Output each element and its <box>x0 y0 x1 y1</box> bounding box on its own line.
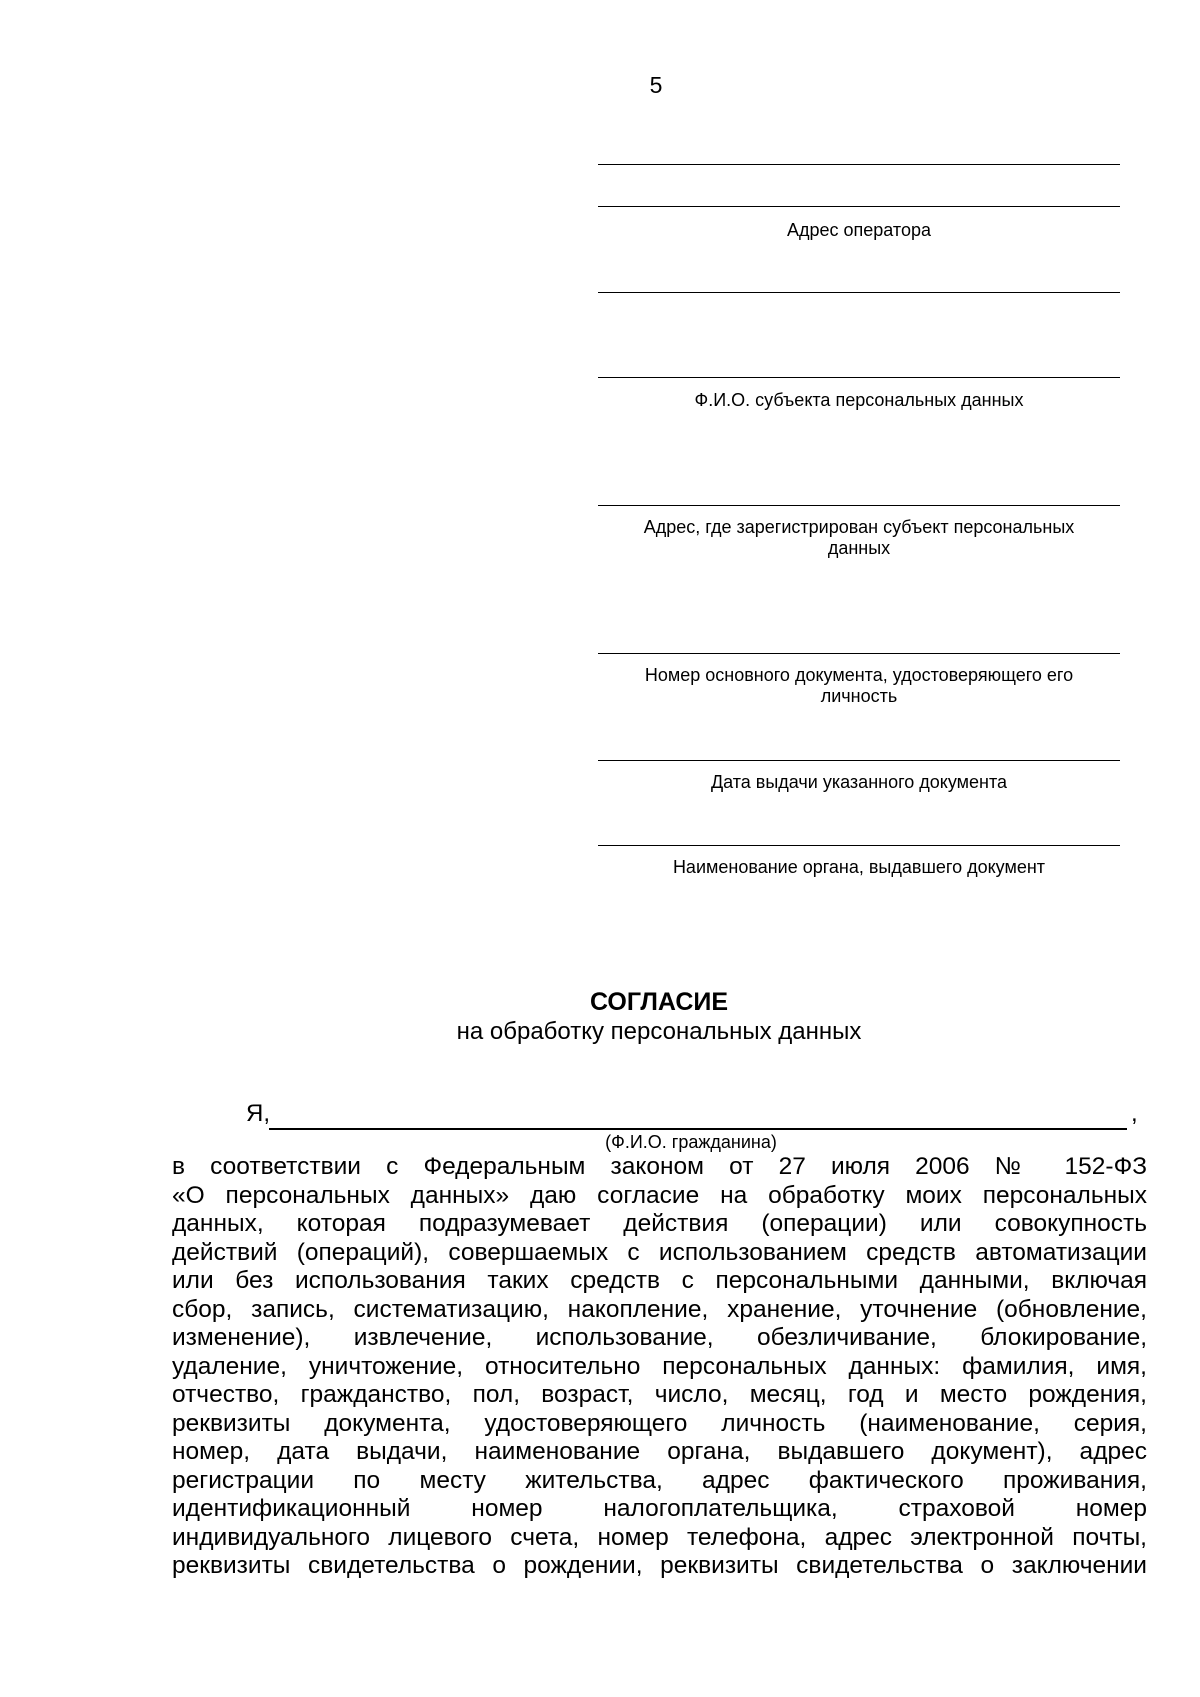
declarant-name-field[interactable] <box>269 1128 1127 1130</box>
operator-address-line[interactable] <box>598 206 1120 207</box>
body-line: реквизиты документа, удостоверяющего личность (наименование, серия, <box>172 1409 1147 1437</box>
operator-address-caption: Адрес оператора <box>787 220 931 240</box>
consent-body-text <box>172 1153 1147 1581</box>
body-line: индивидуального лицевого счета, номер телефона, адрес электронной почты, <box>172 1523 1147 1551</box>
body-line: реквизиты свидетельства о рождении, реквизиты свидетельства о заключении <box>172 1552 1147 1579</box>
document-title: СОГЛАСИЕ <box>589 988 729 1016</box>
registration-address-caption-line2: данных <box>827 538 891 558</box>
issuing-authority-line[interactable] <box>598 845 1120 846</box>
body-line: отчество, гражданство, пол, возраст, число, месяц, год и место рождения, <box>172 1381 1147 1408</box>
body-line: действий (операций), совершаемых с использованием средств автоматизации <box>172 1238 1147 1266</box>
declarant-suffix: , <box>1131 1100 1138 1127</box>
page-number: 5 <box>649 72 663 98</box>
operator-name-line[interactable] <box>598 164 1120 165</box>
document-number-line[interactable] <box>598 653 1120 654</box>
document-subtitle: на обработку персональных данных <box>456 1018 862 1045</box>
document-number-caption-line2: личность <box>820 686 898 706</box>
body-line: данных, которая подразумевает действия (операции) или совокупность <box>172 1210 1147 1237</box>
issue-date-caption: Дата выдачи указанного документа <box>710 772 1008 792</box>
body-line: «О персональных данных» даю согласие на обработку моих персональных <box>172 1181 1147 1209</box>
declarant-line <box>246 1100 1146 1132</box>
document-number-caption-line1: Номер основного документа, удостоверяющего его <box>644 665 1074 685</box>
issuing-authority-caption: Наименование органа, выдавшего документ <box>672 857 1046 877</box>
body-line: регистрации по месту жительства, адрес фактического проживания, <box>172 1466 1147 1494</box>
issue-date-line[interactable] <box>598 760 1120 761</box>
subject-name-line-1[interactable] <box>598 292 1120 293</box>
subject-name-caption: Ф.И.О. субъекта персональных данных <box>694 390 1024 410</box>
body-line: или без использования таких средств с персональными данными, включая <box>172 1267 1147 1294</box>
body-line: идентификационный номер налогоплательщика, страховой номер <box>172 1495 1147 1522</box>
body-line: в соответствии с Федеральным законом от 27 июля 2006 № 152-ФЗ <box>172 1153 1147 1180</box>
fio-caption: (Ф.И.О. гражданина) <box>605 1132 777 1152</box>
subject-name-line-2[interactable] <box>598 377 1120 378</box>
body-line: сбор, запись, систематизацию, накопление, хранение, уточнение (обновление, <box>172 1295 1147 1323</box>
registration-address-caption-line1: Адрес, где зарегистрирован субъект персональных <box>643 517 1075 537</box>
body-line: удаление, уничтожение, относительно персональных данных: фамилия, имя, <box>172 1352 1147 1380</box>
registration-address-line[interactable] <box>598 505 1120 506</box>
declarant-prefix: Я, <box>246 1100 270 1127</box>
personal-data-form-block <box>598 0 1120 900</box>
body-line: номер, дата выдачи, наименование органа, выдавшего документ), адрес <box>172 1438 1147 1465</box>
body-line: изменение), извлечение, использование, обезличивание, блокирование, <box>172 1324 1147 1351</box>
